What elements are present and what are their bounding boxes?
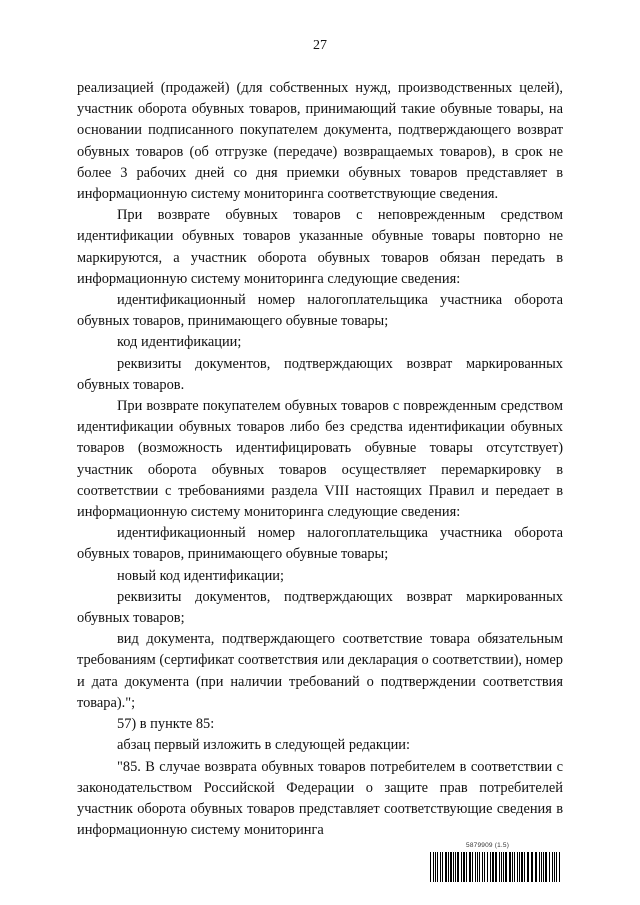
paragraph: реквизиты документов, подтверждающих возврат маркированных обувных товаров;	[77, 588, 563, 627]
paragraph: При возврате обувных товаров с неповрежденным средством идентификации обувных товаров указанные обувные товары повторно не маркируются, а участник оборота обувных товаров обязан передать в информационную систему мониторинга следующие сведения:	[77, 207, 563, 287]
paragraph: код идентификации;	[117, 334, 242, 351]
paragraph: "85. В случае возврата обувных товаров потребителем в соответствии с законодательством Российской Федерации о защите прав потребителей участник оборота обувных товаров представляет соответствующие сведения в информационную систему мониторинга	[77, 758, 563, 839]
paragraph: новый код идентификации;	[117, 567, 285, 584]
page-number: 27	[313, 38, 327, 53]
document-code: 5879909 (1.5)	[466, 842, 510, 849]
barcode-icon	[430, 852, 562, 882]
paragraph: идентификационный номер налогоплательщика участника оборота обувных товаров, принимающего обувные товары;	[77, 292, 563, 330]
paragraph: абзац первый изложить в следующей редакции:	[117, 737, 411, 754]
paragraph: идентификационный номер налогоплательщика участника оборота обувных товаров, принимающего обувные товары;	[77, 525, 563, 563]
paragraph: реализацией (продажей) (для собственных нужд, производственных целей), участник оборота обувных товаров, принимающий такие обувные товары, на основании подписанного покупателем документа, подтверждающего возврат обувных товаров (об отгрузке (передаче) возвращаемых товаров), в срок не более 3 рабочих дней со дня приемки обувных товаров представляет в информационную систему мониторинга соответствующие сведения.	[77, 80, 563, 203]
paragraph: реквизиты документов, подтверждающих возврат маркированных обувных товаров.	[77, 355, 563, 393]
paragraph: 57) в пункте 85:	[117, 716, 215, 733]
body-text	[77, 78, 563, 841]
paragraph: При возврате покупателем обувных товаров с поврежденным средством идентификации обувных товаров либо без средства идентификации обувных товаров (возможность идентифицировать обувные товары отсутствует) участник оборота обувных товаров осуществляет перемаркировку в соответствии с требованиями раздела VIII настоящих Правил и передает в информационную систему мониторинга следующие сведения:	[77, 398, 563, 521]
paragraph: вид документа, подтверждающего соответствие товара обязательным требованиям (сертификат соответствия или декларация о соответствии), номер и дата документа (при наличии требований о подтверждении соответствия товара).";	[77, 631, 563, 711]
